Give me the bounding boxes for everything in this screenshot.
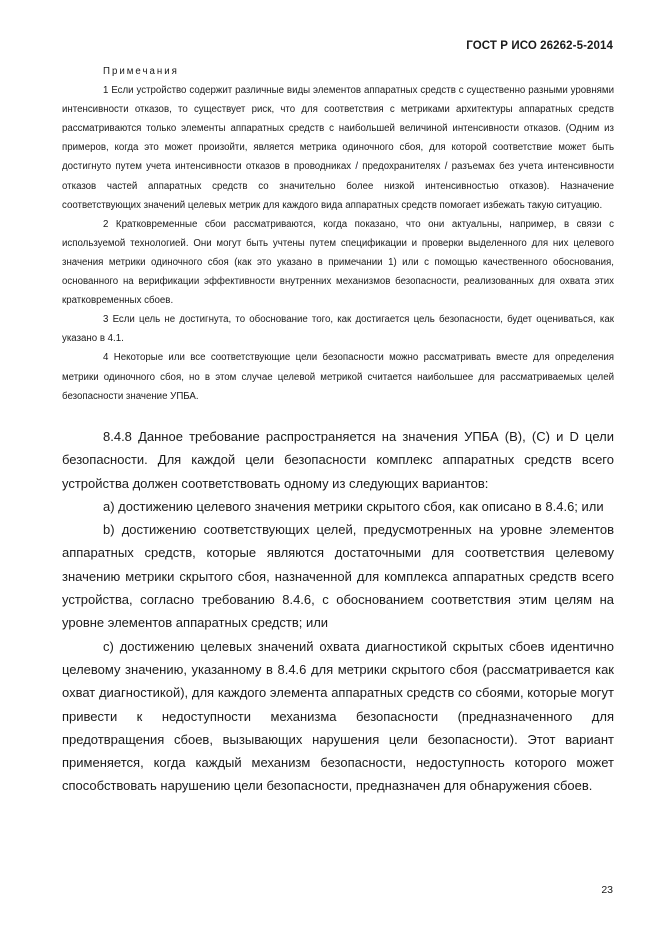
note-item-2: 2 Кратковременные сбои рассматриваются, когда показано, что они актуальны, например, в связи с используемой технологией. Они могут быть учтены путем спецификации и проверки выделенного для них целевого значения метрики одиночного сбоя (как это указано в примечании 1) или с помощью качественного обоснования, основанного на верификации эффективности внутренних механизмов безопасности, реализованных для охвата этих кратковременных сбоев.: [62, 218, 614, 307]
page-number: 23: [601, 884, 613, 896]
clause-option-b: b) достижению соответствующих целей, предусмотренных на уровне элементов аппаратных средств, которые являются достаточными для соответствия целевому значению метрики скрытого сбоя, назначенной для комплекса аппаратных средств всего устройства, согласно требованию 8.4.6, с обоснованием соответствия этим целям на уровне элементов аппаратных средств; или: [62, 522, 614, 631]
document-id-header: ГОСТ Р ИСО 26262-5-2014: [466, 40, 613, 52]
clause-paragraph-intro: 8.4.8 Данное требование распространяется на значения УПБА (B), (C) и D цели безопасности. Для каждой цели безопасности комплекс аппаратных средств всего устройства должен соответствовать одному из следующих вариантов:: [62, 429, 614, 491]
notes-section: [62, 62, 614, 406]
note-item-4: 4 Некоторые или все соответствующие цели безопасности можно рассматривать вместе для определения метрики одиночного сбоя, но в этом случае целевой метрикой считается наибольшее для рассматриваемых целей безопасности значение УПБА.: [62, 352, 614, 402]
clause-8-4-8: [62, 425, 614, 798]
note-item-1: 1 Если устройство содержит различные виды элементов аппаратных средств с существенно разными уровнями интенсивности отказов, то существует риск, что для соответствия с метриками архитектуры аппаратных средств рассматриваются только элементы аппаратных средств с наибольшей величиной интенсивности отказов. (Одним из примеров, когда это может произойти, является метрика одиночного сбоя, для которой соответствие может быть достигнуто путем учета интенсивности отказов в проводниках / предохранителях / разъемах без учета интенсивности отказов частей аппаратных средств со значительно более низкой интенсивностью отказов). Назначение соответствующих значений целевых метрик для каждого вида аппаратных средств помогает избежать такую ситуацию.: [62, 85, 614, 211]
note-item-3: 3 Если цель не достигнута, то обоснование того, как достигается цель безопасности, будет оцениваться, как указано в 4.1.: [62, 314, 614, 345]
notes-title: Примечания: [103, 66, 179, 77]
clause-option-c: c) достижению целевых значений охвата диагностикой скрытых сбоев идентично целевому значению, указанному в 8.4.6 для метрики скрытого сбоя (рассматривается как охват диагностикой), для каждого элемента аппаратных средств со сбоями, которые могут привести к недоступности механизма безопасности (предназначенного для предотвращения сбоев, вызывающих нарушения цели безопасности). Этот вариант применяется, когда каждый механизм безопасности, недоступность которого может способствовать нарушению цели безопасности, предназначен для обнаружения сбоев.: [62, 638, 614, 794]
clause-option-a: a) достижению целевого значения метрики скрытого сбоя, как описано в 8.4.6; или: [103, 498, 604, 514]
